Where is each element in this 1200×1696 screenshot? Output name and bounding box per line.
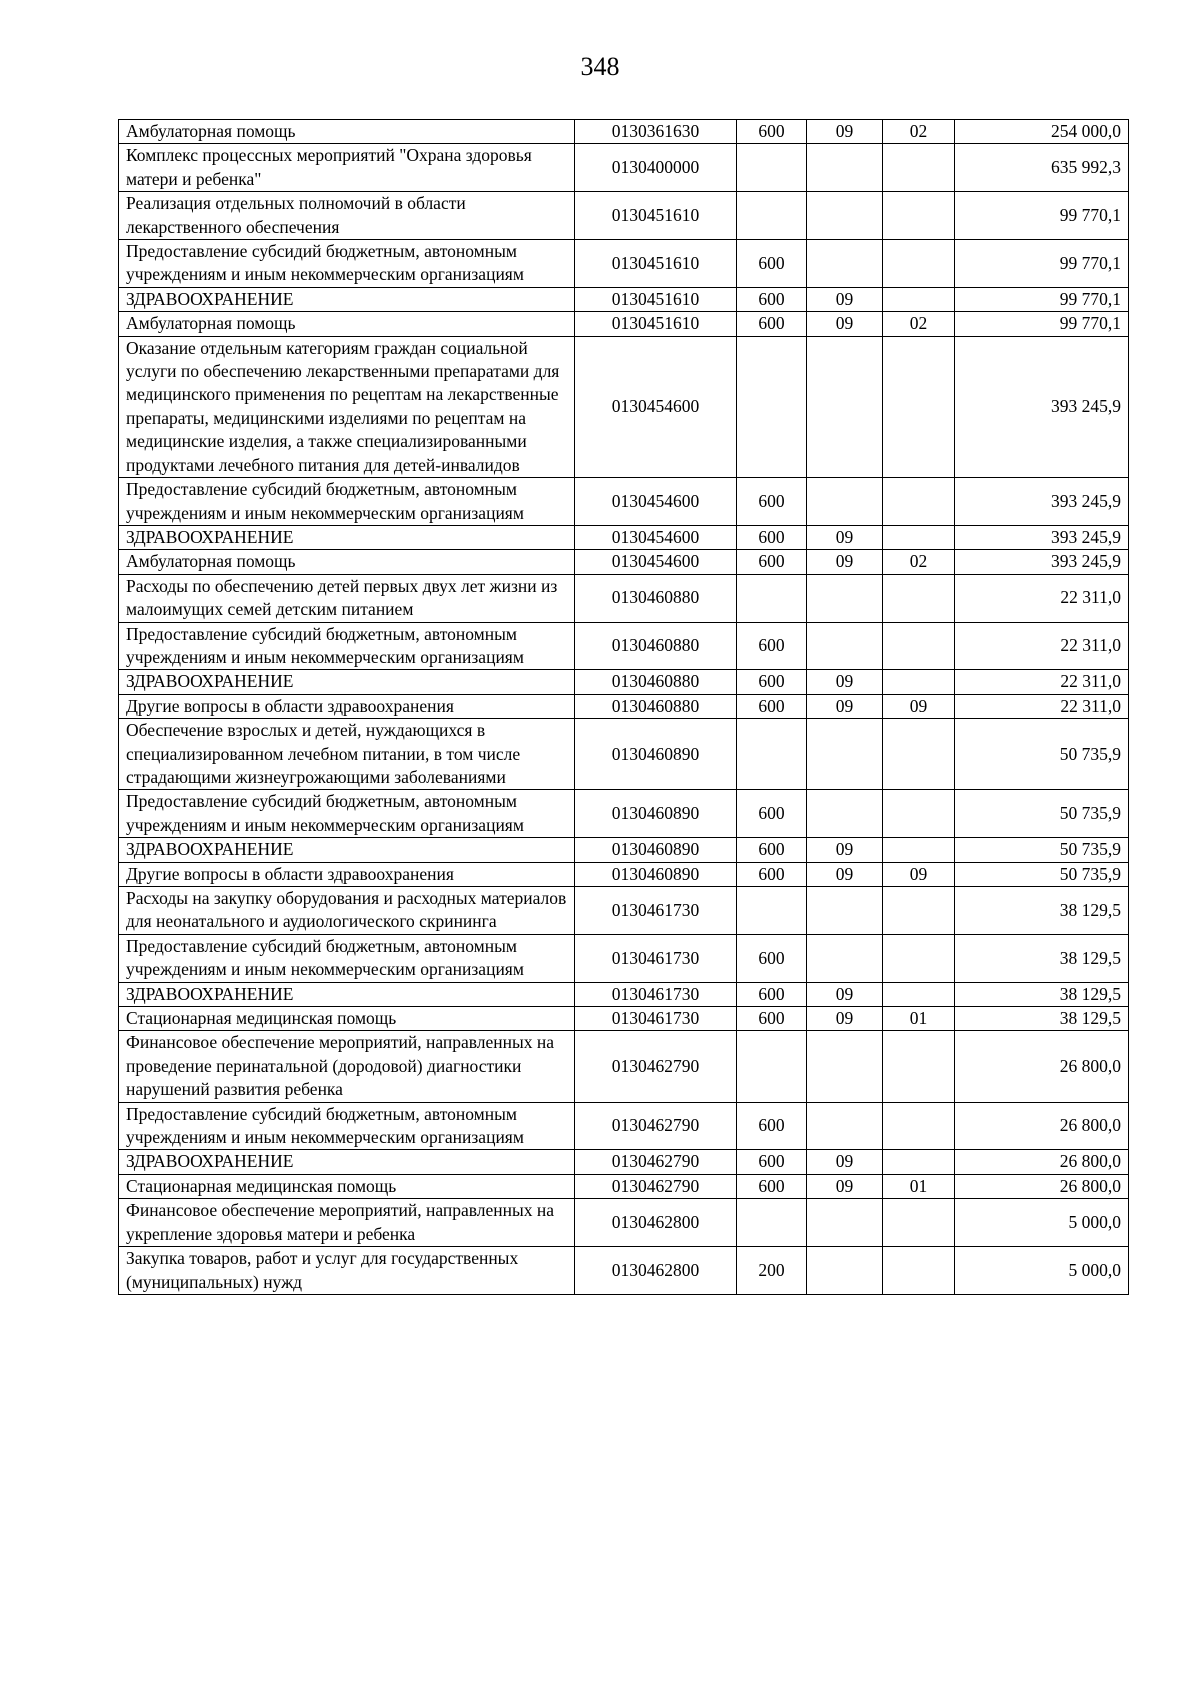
table-row [119,1199,1129,1247]
row-code-cell: 0130461730 [575,1007,737,1031]
table-row [119,862,1129,886]
row-expense-type-cell: 600 [737,694,807,718]
row-code-cell: 0130462800 [575,1247,737,1295]
table-row [119,312,1129,336]
row-name-cell: Расходы на закупку оборудования и расходных материалов для неонатального и аудиологического скрининга [119,887,575,935]
row-subsection-cell [883,574,955,622]
row-subsection-cell: 02 [883,312,955,336]
table-row [119,144,1129,192]
table-row [119,1174,1129,1198]
row-section-cell [807,1199,883,1247]
row-name-cell: Реализация отдельных полномочий в области лекарственного обеспечения [119,192,575,240]
row-subsection-cell: 02 [883,120,955,144]
row-name-cell: Предоставление субсидий бюджетным, автономным учреждениям и иным некоммерческим организациям [119,934,575,982]
table-row [119,1247,1129,1295]
row-section-cell: 09 [807,312,883,336]
row-amount-cell: 22 311,0 [955,622,1129,670]
row-subsection-cell [883,1247,955,1295]
row-expense-type-cell [737,192,807,240]
row-amount-cell: 50 735,9 [955,719,1129,790]
row-expense-type-cell: 600 [737,525,807,549]
row-amount-cell: 38 129,5 [955,1007,1129,1031]
row-amount-cell: 22 311,0 [955,694,1129,718]
row-name-cell: Финансовое обеспечение мероприятий, направленных на укрепление здоровья матери и ребенка [119,1199,575,1247]
row-expense-type-cell [737,1199,807,1247]
row-section-cell [807,240,883,288]
row-amount-cell: 99 770,1 [955,192,1129,240]
table-row [119,887,1129,935]
row-section-cell [807,719,883,790]
row-expense-type-cell: 600 [737,287,807,311]
row-section-cell [807,1102,883,1150]
row-code-cell: 0130460890 [575,790,737,838]
row-section-cell: 09 [807,287,883,311]
table-row [119,838,1129,862]
row-code-cell: 0130451610 [575,192,737,240]
row-expense-type-cell: 600 [737,1007,807,1031]
row-subsection-cell: 09 [883,862,955,886]
row-amount-cell: 99 770,1 [955,312,1129,336]
row-subsection-cell [883,144,955,192]
row-name-cell: Стационарная медицинская помощь [119,1174,575,1198]
row-expense-type-cell [737,1031,807,1102]
table-row [119,287,1129,311]
row-name-cell: ЗДРАВООХРАНЕНИЕ [119,982,575,1006]
row-code-cell: 0130460890 [575,862,737,886]
row-subsection-cell [883,982,955,1006]
row-name-cell: ЗДРАВООХРАНЕНИЕ [119,525,575,549]
row-name-cell: Амбулаторная помощь [119,550,575,574]
row-name-cell: Финансовое обеспечение мероприятий, направленных на проведение перинатальной (дородовой) диагностики нарушений развития ребенка [119,1031,575,1102]
row-section-cell [807,336,883,477]
table-row [119,982,1129,1006]
row-section-cell: 09 [807,694,883,718]
table-row [119,1102,1129,1150]
row-subsection-cell [883,934,955,982]
table-row [119,622,1129,670]
row-code-cell: 0130454600 [575,478,737,526]
row-code-cell: 0130462790 [575,1150,737,1174]
budget-table [118,119,1129,1295]
row-subsection-cell [883,1199,955,1247]
row-expense-type-cell: 600 [737,790,807,838]
row-name-cell: ЗДРАВООХРАНЕНИЕ [119,1150,575,1174]
row-code-cell: 0130451610 [575,287,737,311]
row-expense-type-cell: 600 [737,670,807,694]
table-row [119,525,1129,549]
row-amount-cell: 393 245,9 [955,550,1129,574]
table-row [119,550,1129,574]
row-subsection-cell [883,287,955,311]
row-name-cell: Амбулаторная помощь [119,120,575,144]
row-section-cell: 09 [807,120,883,144]
row-expense-type-cell: 200 [737,1247,807,1295]
row-expense-type-cell: 600 [737,862,807,886]
row-subsection-cell [883,790,955,838]
row-name-cell: Предоставление субсидий бюджетным, автономным учреждениям и иным некоммерческим организациям [119,240,575,288]
row-name-cell: ЗДРАВООХРАНЕНИЕ [119,838,575,862]
table-row [119,574,1129,622]
row-name-cell: Стационарная медицинская помощь [119,1007,575,1031]
row-code-cell: 0130462790 [575,1174,737,1198]
row-subsection-cell [883,719,955,790]
table-row [119,1007,1129,1031]
row-code-cell: 0130400000 [575,144,737,192]
row-section-cell: 09 [807,1174,883,1198]
row-amount-cell: 393 245,9 [955,478,1129,526]
row-code-cell: 0130454600 [575,550,737,574]
row-expense-type-cell: 600 [737,478,807,526]
table-row [119,719,1129,790]
row-expense-type-cell: 600 [737,120,807,144]
row-subsection-cell: 01 [883,1174,955,1198]
row-section-cell: 09 [807,525,883,549]
row-amount-cell: 5 000,0 [955,1247,1129,1295]
row-subsection-cell [883,240,955,288]
row-amount-cell: 99 770,1 [955,240,1129,288]
row-subsection-cell [883,1031,955,1102]
row-code-cell: 0130460880 [575,574,737,622]
row-expense-type-cell: 600 [737,240,807,288]
row-subsection-cell: 02 [883,550,955,574]
row-subsection-cell [883,1102,955,1150]
row-code-cell: 0130460880 [575,622,737,670]
row-subsection-cell [883,1150,955,1174]
row-code-cell: 0130454600 [575,336,737,477]
row-subsection-cell: 09 [883,694,955,718]
row-section-cell: 09 [807,550,883,574]
row-subsection-cell [883,670,955,694]
row-expense-type-cell: 600 [737,1150,807,1174]
row-expense-type-cell: 600 [737,1102,807,1150]
table-row [119,694,1129,718]
row-expense-type-cell: 600 [737,312,807,336]
row-amount-cell: 26 800,0 [955,1102,1129,1150]
row-expense-type-cell [737,336,807,477]
row-code-cell: 0130454600 [575,525,737,549]
row-amount-cell: 50 735,9 [955,838,1129,862]
row-code-cell: 0130460890 [575,719,737,790]
row-section-cell [807,790,883,838]
row-name-cell: Расходы по обеспечению детей первых двух лет жизни из малоимущих семей детским питанием [119,574,575,622]
row-subsection-cell [883,525,955,549]
row-name-cell: ЗДРАВООХРАНЕНИЕ [119,287,575,311]
row-code-cell: 0130460880 [575,670,737,694]
page-number: 348 [580,52,620,81]
row-amount-cell: 50 735,9 [955,790,1129,838]
row-name-cell: Обеспечение взрослых и детей, нуждающихся в специализированном лечебном питании, в том числе страдающими жизнеугрожающими заболеваниями [119,719,575,790]
table-row [119,336,1129,477]
row-code-cell: 0130462790 [575,1031,737,1102]
row-subsection-cell [883,336,955,477]
row-expense-type-cell [737,887,807,935]
row-name-cell: Предоставление субсидий бюджетным, автономным учреждениям и иным некоммерческим организациям [119,478,575,526]
table-row [119,670,1129,694]
row-name-cell: Комплекс процессных мероприятий "Охрана здоровья матери и ребенка" [119,144,575,192]
row-name-cell: Другие вопросы в области здравоохранения [119,694,575,718]
row-expense-type-cell: 600 [737,1174,807,1198]
row-expense-type-cell [737,144,807,192]
row-code-cell: 0130460880 [575,694,737,718]
row-section-cell [807,574,883,622]
row-name-cell: Предоставление субсидий бюджетным, автономным учреждениям и иным некоммерческим организациям [119,1102,575,1150]
row-subsection-cell: 01 [883,1007,955,1031]
row-subsection-cell [883,478,955,526]
row-section-cell: 09 [807,838,883,862]
row-amount-cell: 393 245,9 [955,336,1129,477]
row-amount-cell: 22 311,0 [955,670,1129,694]
row-name-cell: Оказание отдельным категориям граждан социальной услуги по обеспечению лекарственными препаратами для медицинского применения по рецептам на лекарственные препараты, медицинскими изделиями по рецептам на медицинские изделия, а также специализированными продуктами лечебного питания для детей-инвалидов [119,336,575,477]
row-subsection-cell [883,622,955,670]
row-expense-type-cell [737,574,807,622]
table-row [119,120,1129,144]
row-section-cell: 09 [807,1007,883,1031]
row-amount-cell: 26 800,0 [955,1150,1129,1174]
row-code-cell: 0130461730 [575,934,737,982]
row-code-cell: 0130451610 [575,240,737,288]
row-expense-type-cell: 600 [737,838,807,862]
table-row [119,478,1129,526]
row-section-cell [807,1247,883,1295]
table-row [119,790,1129,838]
row-section-cell [807,478,883,526]
row-section-cell: 09 [807,1150,883,1174]
row-name-cell: Закупка товаров, работ и услуг для государственных (муниципальных) нужд [119,1247,575,1295]
row-expense-type-cell: 600 [737,982,807,1006]
row-code-cell: 0130461730 [575,982,737,1006]
row-section-cell [807,144,883,192]
row-code-cell: 0130462790 [575,1102,737,1150]
row-section-cell: 09 [807,982,883,1006]
row-section-cell [807,622,883,670]
row-expense-type-cell: 600 [737,934,807,982]
table-row [119,1150,1129,1174]
row-expense-type-cell: 600 [737,622,807,670]
row-name-cell: Амбулаторная помощь [119,312,575,336]
table-row [119,1031,1129,1102]
row-expense-type-cell: 600 [737,550,807,574]
budget-table-body [119,120,1129,1295]
row-amount-cell: 26 800,0 [955,1174,1129,1198]
row-amount-cell: 5 000,0 [955,1199,1129,1247]
row-name-cell: Предоставление субсидий бюджетным, автономным учреждениям и иным некоммерческим организациям [119,622,575,670]
row-amount-cell: 254 000,0 [955,120,1129,144]
row-name-cell: Другие вопросы в области здравоохранения [119,862,575,886]
row-amount-cell: 99 770,1 [955,287,1129,311]
row-amount-cell: 38 129,5 [955,887,1129,935]
row-expense-type-cell [737,719,807,790]
row-subsection-cell [883,838,955,862]
row-subsection-cell [883,192,955,240]
row-code-cell: 0130451610 [575,312,737,336]
table-row [119,192,1129,240]
row-code-cell: 0130462800 [575,1199,737,1247]
row-amount-cell: 635 992,3 [955,144,1129,192]
row-name-cell: Предоставление субсидий бюджетным, автономным учреждениям и иным некоммерческим организациям [119,790,575,838]
row-section-cell [807,934,883,982]
row-code-cell: 0130460890 [575,838,737,862]
row-name-cell: ЗДРАВООХРАНЕНИЕ [119,670,575,694]
row-code-cell: 0130361630 [575,120,737,144]
row-amount-cell: 393 245,9 [955,525,1129,549]
row-section-cell [807,887,883,935]
row-code-cell: 0130461730 [575,887,737,935]
row-section-cell: 09 [807,862,883,886]
row-section-cell [807,1031,883,1102]
row-amount-cell: 38 129,5 [955,934,1129,982]
row-subsection-cell [883,887,955,935]
row-section-cell [807,192,883,240]
row-amount-cell: 38 129,5 [955,982,1129,1006]
row-section-cell: 09 [807,670,883,694]
row-amount-cell: 26 800,0 [955,1031,1129,1102]
table-row [119,240,1129,288]
table-row [119,934,1129,982]
row-amount-cell: 50 735,9 [955,862,1129,886]
row-amount-cell: 22 311,0 [955,574,1129,622]
